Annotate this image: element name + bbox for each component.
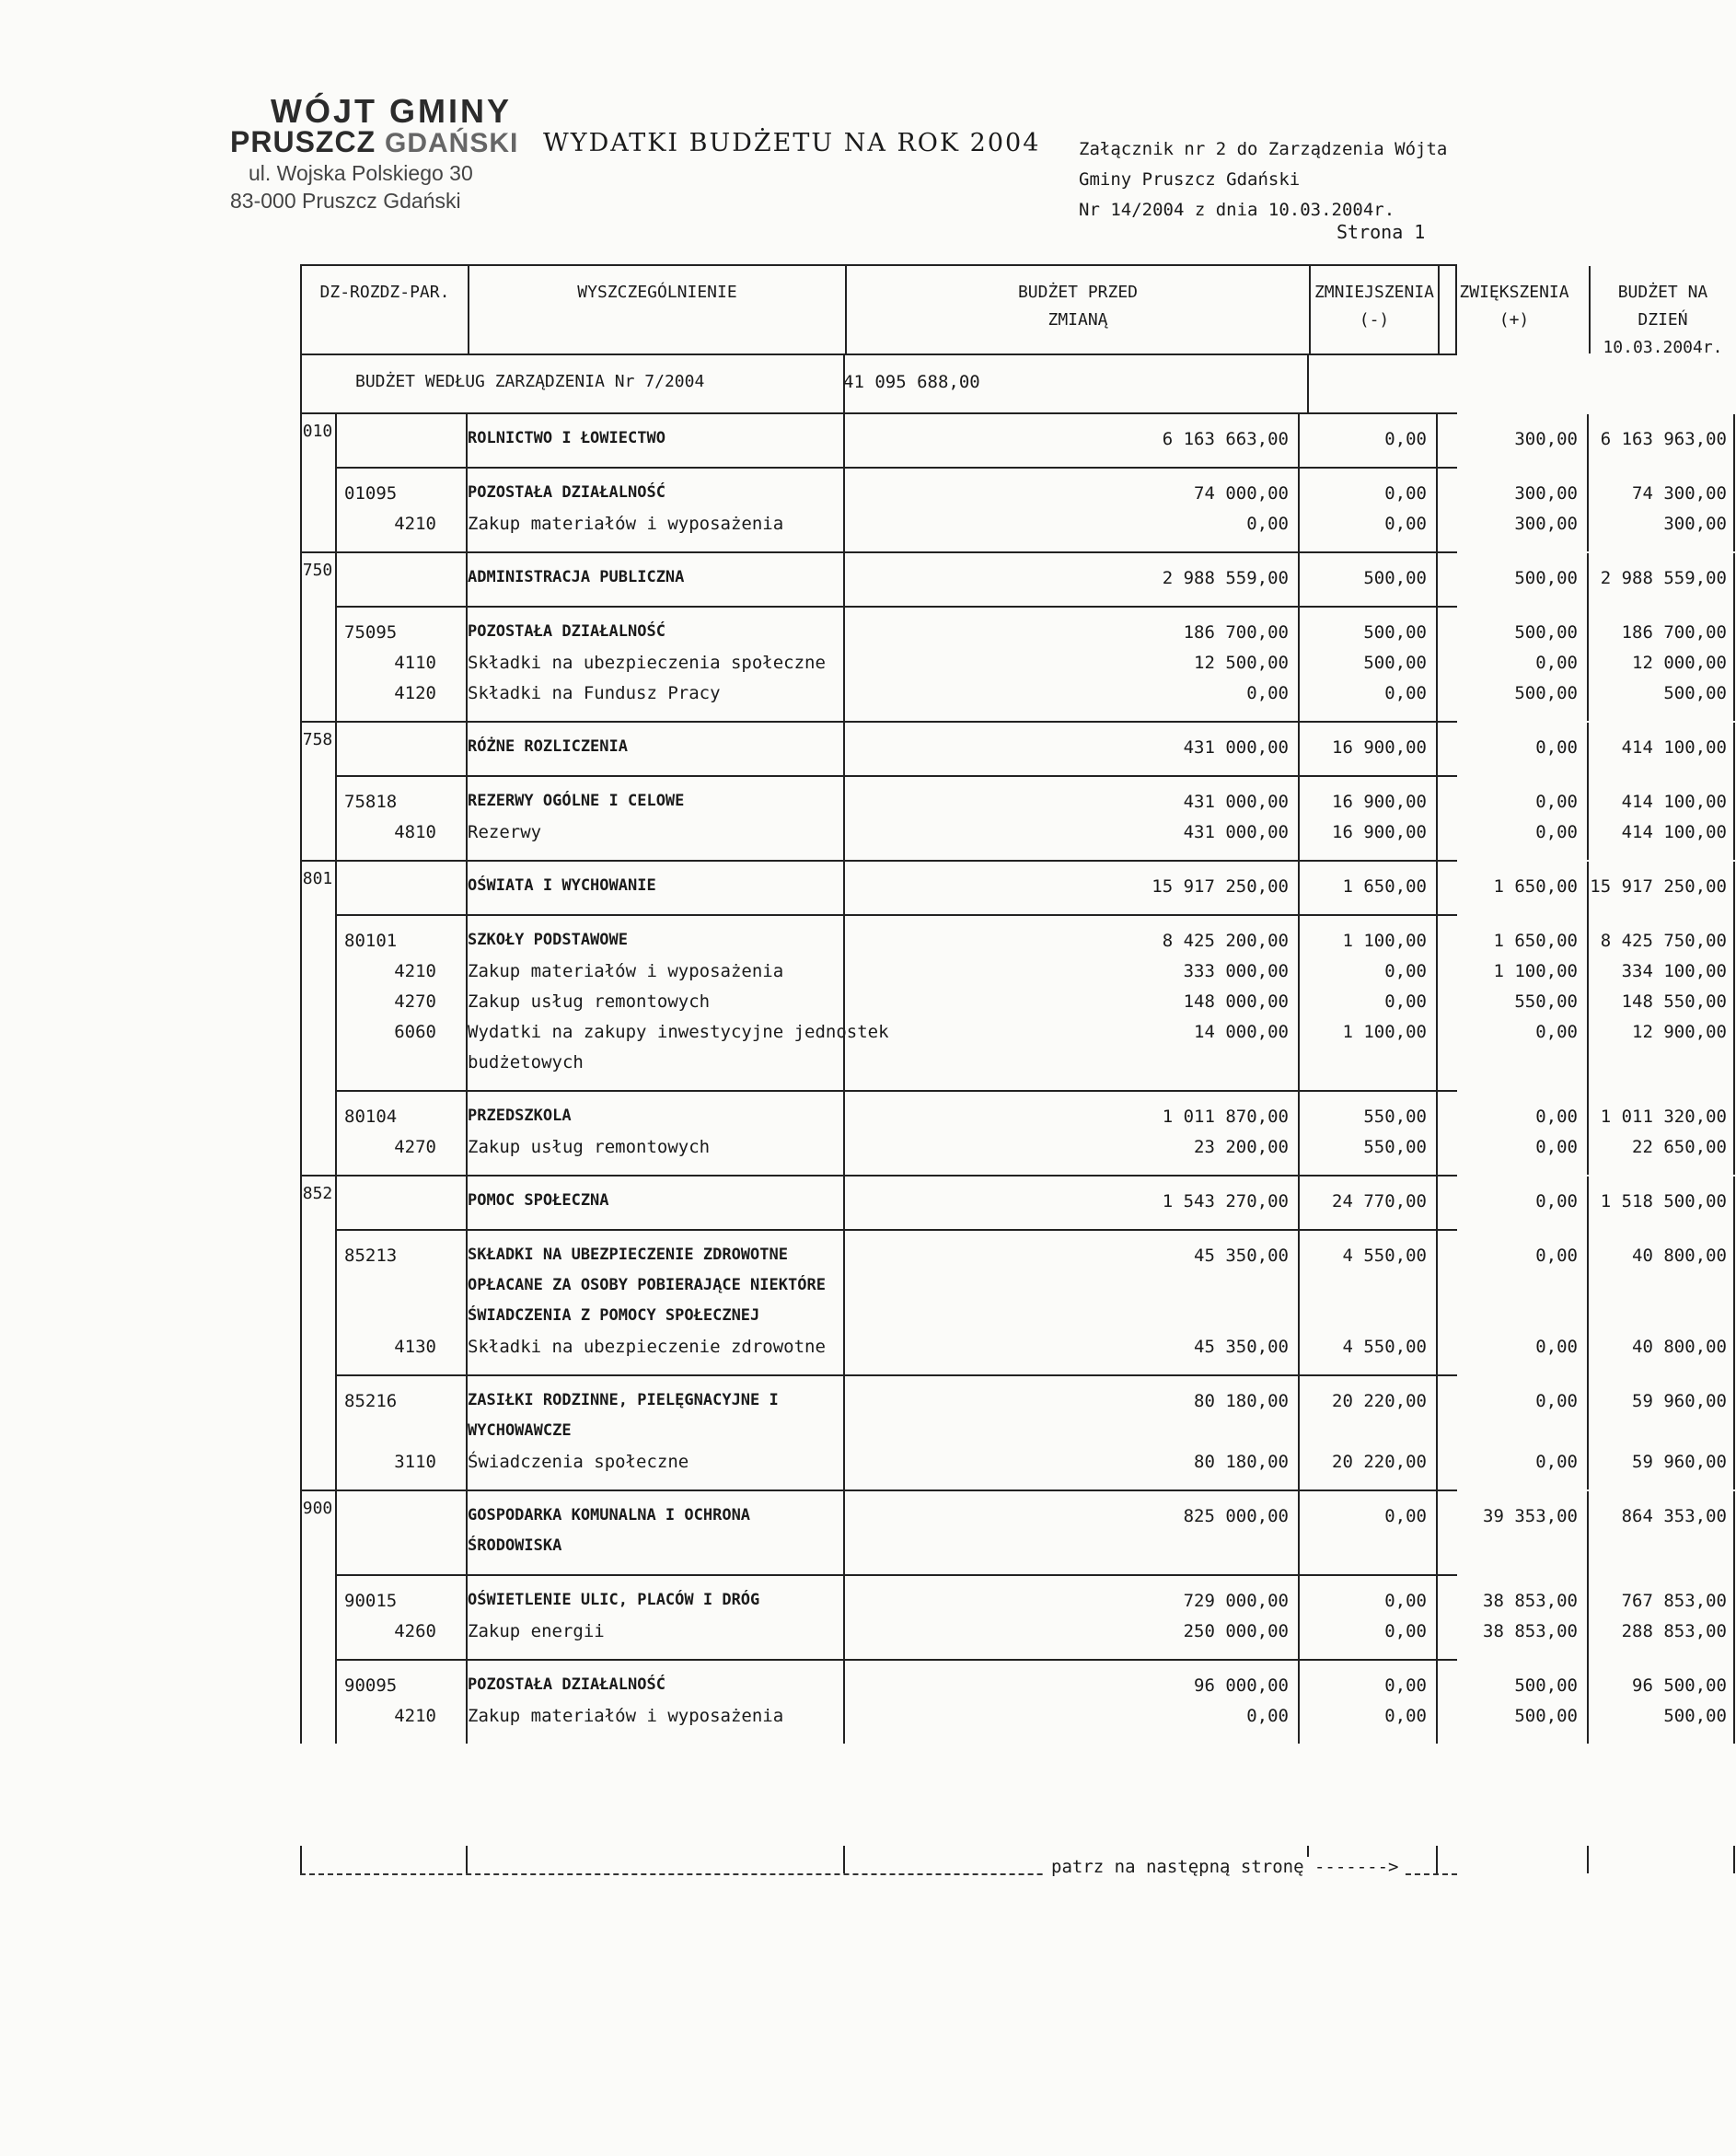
page-number: Strona 1 — [1337, 221, 1426, 243]
table-row — [300, 1133, 1727, 1164]
document-title: WYDATKI BUDŻETU NA ROK 2004 — [543, 129, 1041, 157]
value-before: 0,00 — [1246, 1706, 1289, 1726]
value-after: 59 960,00 — [1632, 1452, 1727, 1472]
section-code: 900 — [302, 1499, 333, 1518]
value-after: 500,00 — [1663, 1706, 1727, 1726]
row-group — [335, 467, 1727, 551]
value-increase: 1 650,00 — [1493, 876, 1578, 897]
row-description: Składki na ubezpieczenia społeczne — [468, 653, 826, 673]
row-description: REZERWY OGÓLNE I CELOWE — [468, 792, 685, 810]
row-description: POMOC SPOŁECZNA — [468, 1191, 609, 1210]
row-code: 75818 — [344, 792, 398, 812]
value-after: 15 917 250,00 — [1590, 876, 1727, 897]
value-after: 414 100,00 — [1621, 737, 1727, 758]
value-increase: 1 100,00 — [1493, 961, 1578, 981]
row-code: 4210 — [394, 961, 436, 981]
row-code: 75095 — [344, 622, 398, 643]
value-decrease: 16 900,00 — [1332, 792, 1427, 812]
row-group — [335, 775, 1727, 860]
value-after: 334 100,00 — [1621, 961, 1727, 981]
summary-label: BUDŻET WEDŁUG ZARZĄDZENIA Nr 7/2004 — [355, 372, 705, 391]
value-after: 767 853,00 — [1621, 1591, 1727, 1611]
row-description: budżetowych — [468, 1052, 584, 1072]
value-increase: 38 853,00 — [1483, 1591, 1578, 1611]
value-increase: 300,00 — [1514, 514, 1578, 534]
value-after: 12 000,00 — [1632, 653, 1727, 673]
value-increase: 0,00 — [1535, 653, 1578, 673]
value-increase: 0,00 — [1535, 1137, 1578, 1157]
section-code: 750 — [302, 561, 333, 580]
value-decrease: 24 770,00 — [1332, 1191, 1427, 1211]
table-row — [300, 734, 1727, 764]
row-code: 4120 — [394, 683, 436, 703]
table-row — [300, 788, 1727, 818]
row-description: Składki na Fundusz Pracy — [468, 683, 721, 703]
row-code: 80104 — [344, 1107, 398, 1127]
value-decrease: 1 100,00 — [1342, 931, 1427, 951]
section-010 — [300, 414, 1727, 551]
table-row — [300, 1272, 1457, 1303]
row-group — [335, 914, 1727, 1090]
value-decrease: 0,00 — [1384, 991, 1427, 1012]
value-increase: 300,00 — [1514, 483, 1578, 504]
row-description: WYCHOWAWCZE — [468, 1421, 572, 1440]
row-description: ZASIŁKI RODZINNE, PIELĘGNACYJNE I — [468, 1391, 779, 1409]
row-description: POZOSTAŁA DZIAŁALNOŚĆ — [468, 1675, 665, 1694]
value-before: 431 000,00 — [1183, 737, 1289, 758]
value-increase: 38 853,00 — [1483, 1621, 1578, 1641]
row-group — [335, 606, 1727, 721]
row-description: Rezerwy — [468, 822, 542, 842]
value-increase: 0,00 — [1535, 1246, 1578, 1266]
row-code: 4210 — [394, 1706, 436, 1726]
row-group — [335, 1090, 1727, 1175]
office-stamp — [230, 92, 518, 214]
value-after: 96 500,00 — [1632, 1675, 1727, 1696]
section-code: 010 — [302, 422, 333, 441]
continued-note: patrz na następną stronę -------> — [1046, 1857, 1405, 1877]
value-after: 2 988 559,00 — [1600, 568, 1727, 588]
value-before: 80 180,00 — [1194, 1452, 1289, 1472]
value-decrease: 550,00 — [1363, 1137, 1427, 1157]
section-code: 852 — [302, 1184, 333, 1203]
value-increase: 500,00 — [1514, 1706, 1578, 1726]
row-description: RÓŻNE ROZLICZENIA — [468, 737, 628, 756]
value-decrease: 0,00 — [1384, 1506, 1427, 1526]
value-after: 40 800,00 — [1632, 1246, 1727, 1266]
value-decrease: 1 100,00 — [1342, 1022, 1427, 1042]
row-group — [335, 1491, 1727, 1574]
value-increase: 39 353,00 — [1483, 1506, 1578, 1526]
row-description: Składki na ubezpieczenie zdrowotne — [468, 1337, 826, 1357]
value-increase: 550,00 — [1514, 991, 1578, 1012]
row-code: 4130 — [394, 1337, 436, 1357]
row-code: 4110 — [394, 653, 436, 673]
table-row — [300, 480, 1727, 510]
value-before: 431 000,00 — [1183, 822, 1289, 842]
value-before: 80 180,00 — [1194, 1391, 1289, 1411]
stamp-line-2 — [230, 125, 518, 159]
value-increase: 0,00 — [1535, 1337, 1578, 1357]
value-after: 186 700,00 — [1621, 622, 1727, 643]
row-group — [335, 862, 1727, 914]
value-increase: 500,00 — [1514, 1675, 1578, 1696]
value-after: 1 011 320,00 — [1600, 1107, 1727, 1127]
value-before: 1 543 270,00 — [1162, 1191, 1289, 1211]
row-code: 85216 — [344, 1391, 398, 1411]
table-row — [300, 1587, 1727, 1617]
value-before: 186 700,00 — [1183, 622, 1289, 643]
value-decrease: 0,00 — [1384, 483, 1427, 504]
annex-line-2: Gminy Pruszcz Gdański — [1079, 169, 1301, 190]
table-row — [300, 1418, 1457, 1448]
value-decrease: 4 550,00 — [1342, 1337, 1427, 1357]
table-row — [300, 873, 1727, 903]
row-description: ADMINISTRACJA PUBLICZNA — [468, 568, 685, 586]
row-code: 80101 — [344, 931, 398, 951]
value-decrease: 500,00 — [1363, 653, 1427, 673]
value-increase: 0,00 — [1535, 822, 1578, 842]
header-col-increase: ZWIĘKSZENIA (+) — [1438, 266, 1589, 354]
value-after: 40 800,00 — [1632, 1337, 1727, 1357]
value-after: 6 163 963,00 — [1600, 429, 1727, 449]
value-after: 12 900,00 — [1632, 1022, 1727, 1042]
value-increase: 0,00 — [1535, 737, 1578, 758]
value-increase: 500,00 — [1514, 622, 1578, 643]
row-description: Zakup materiałów i wyposażenia — [468, 1706, 784, 1726]
value-decrease: 4 550,00 — [1342, 1246, 1427, 1266]
table-row — [300, 1502, 1727, 1533]
stamp-line-2a: PRUSZCZ — [230, 125, 376, 158]
row-description: Zakup energii — [468, 1621, 605, 1641]
row-group — [335, 1229, 1727, 1374]
table-row — [300, 1533, 1457, 1563]
row-description: Zakup materiałów i wyposażenia — [468, 514, 784, 534]
value-after: 148 550,00 — [1621, 991, 1727, 1012]
value-increase: 300,00 — [1514, 429, 1578, 449]
value-decrease: 16 900,00 — [1332, 737, 1427, 758]
value-decrease: 0,00 — [1384, 961, 1427, 981]
value-before: 45 350,00 — [1194, 1337, 1289, 1357]
section-900 — [300, 1489, 1727, 1744]
row-code: 4260 — [394, 1621, 436, 1641]
value-decrease: 0,00 — [1384, 683, 1427, 703]
value-before: 12 500,00 — [1194, 653, 1289, 673]
row-code: 90095 — [344, 1675, 398, 1696]
value-decrease: 550,00 — [1363, 1107, 1427, 1127]
value-after: 300,00 — [1663, 514, 1727, 534]
table-row — [300, 1448, 1727, 1478]
value-after: 414 100,00 — [1621, 822, 1727, 842]
section-852 — [300, 1175, 1727, 1489]
value-after: 414 100,00 — [1621, 792, 1727, 812]
row-group — [335, 1574, 1727, 1659]
row-group — [335, 1659, 1727, 1744]
table-row — [300, 1188, 1727, 1218]
table-row — [300, 1303, 1457, 1333]
table-row — [300, 510, 1727, 540]
value-before: 23 200,00 — [1194, 1137, 1289, 1157]
value-increase: 1 650,00 — [1493, 931, 1578, 951]
row-description: Świadczenia społeczne — [468, 1452, 689, 1472]
value-decrease: 500,00 — [1363, 568, 1427, 588]
row-code: 4210 — [394, 514, 436, 534]
value-before: 2 988 559,00 — [1162, 568, 1289, 588]
value-after: 1 518 500,00 — [1600, 1191, 1727, 1211]
value-increase: 0,00 — [1535, 1391, 1578, 1411]
table-row — [300, 619, 1727, 649]
value-before: 74 000,00 — [1194, 483, 1289, 504]
table-row — [300, 1242, 1727, 1272]
table-row — [300, 649, 1727, 679]
value-before: 1 011 870,00 — [1162, 1107, 1289, 1127]
row-group — [335, 414, 1727, 467]
row-group — [335, 723, 1727, 775]
value-increase: 0,00 — [1535, 1107, 1578, 1127]
table-row — [300, 1333, 1727, 1363]
row-description: ROLNICTWO I ŁOWIECTWO — [468, 429, 665, 447]
row-code: 90015 — [344, 1591, 398, 1611]
table-row — [300, 988, 1727, 1018]
row-description: SZKOŁY PODSTAWOWE — [468, 931, 628, 949]
value-increase: 500,00 — [1514, 683, 1578, 703]
row-description: POZOSTAŁA DZIAŁALNOŚĆ — [468, 483, 665, 502]
table-footer — [300, 1846, 1457, 1875]
table-body — [300, 414, 1727, 1744]
table-header — [300, 264, 1723, 357]
value-before: 0,00 — [1246, 514, 1289, 534]
value-decrease: 20 220,00 — [1332, 1452, 1427, 1472]
header-col-before: BUDŻET PRZED ZMIANĄ — [845, 266, 1309, 354]
section-code: 801 — [302, 869, 333, 888]
value-before: 8 425 200,00 — [1162, 931, 1289, 951]
header-col-code: DZ-ROZDZ-PAR. — [319, 283, 450, 302]
value-after: 59 960,00 — [1632, 1391, 1727, 1411]
value-after: 8 425 750,00 — [1600, 931, 1727, 951]
row-description: ŚRODOWISKA — [468, 1536, 562, 1555]
header-col-desc: WYSZCZEGÓLNIENIE — [468, 266, 845, 354]
annex-line-3: Nr 14/2004 z dnia 10.03.2004r. — [1079, 200, 1395, 220]
annex-note — [1079, 134, 1447, 226]
row-group — [335, 1374, 1727, 1489]
row-description: OŚWIATA I WYCHOWANIE — [468, 876, 656, 895]
section-750 — [300, 551, 1727, 721]
row-group — [335, 1177, 1727, 1229]
value-before: 431 000,00 — [1183, 792, 1289, 812]
value-before: 96 000,00 — [1194, 1675, 1289, 1696]
stamp-street: ul. Wojska Polskiego 30 — [249, 161, 473, 185]
table-row — [300, 957, 1727, 988]
row-description: OŚWIETLENIE ULIC, PLACÓW I DRÓG — [468, 1591, 760, 1609]
value-before: 333 000,00 — [1183, 961, 1289, 981]
row-description: Zakup materiałów i wyposażenia — [468, 961, 784, 981]
value-before: 250 000,00 — [1183, 1621, 1289, 1641]
value-before: 0,00 — [1246, 683, 1289, 703]
value-before: 148 000,00 — [1183, 991, 1289, 1012]
value-after: 288 853,00 — [1621, 1621, 1727, 1641]
table-row — [300, 1702, 1727, 1733]
row-code: 4810 — [394, 822, 436, 842]
value-after: 22 650,00 — [1632, 1137, 1727, 1157]
row-description: Zakup usług remontowych — [468, 1137, 711, 1157]
row-description: Zakup usług remontowych — [468, 991, 711, 1012]
value-before: 45 350,00 — [1194, 1246, 1289, 1266]
table-row — [300, 679, 1727, 710]
value-after: 864 353,00 — [1621, 1506, 1727, 1526]
row-code: 85213 — [344, 1246, 398, 1266]
row-description: OPŁACANE ZA OSOBY POBIERAJĄCE NIEKTÓRE — [468, 1276, 826, 1294]
value-decrease: 1 650,00 — [1342, 876, 1427, 897]
row-description: PRZEDSZKOLA — [468, 1107, 572, 1125]
row-group — [335, 553, 1727, 606]
section-code: 758 — [302, 730, 333, 749]
header-col-after: BUDŻET NA DZIEŃ 10.03.2004r. — [1589, 266, 1735, 354]
value-decrease: 0,00 — [1384, 1706, 1427, 1726]
value-increase: 0,00 — [1535, 1452, 1578, 1472]
value-increase: 0,00 — [1535, 1022, 1578, 1042]
value-decrease: 0,00 — [1384, 1621, 1427, 1641]
value-decrease: 0,00 — [1384, 429, 1427, 449]
summary-row — [300, 355, 1457, 414]
summary-value: 41 095 688,00 — [843, 372, 980, 392]
table-row — [300, 1018, 1727, 1049]
row-code: 3110 — [394, 1452, 436, 1472]
table-row — [300, 425, 1727, 456]
value-decrease: 16 900,00 — [1332, 822, 1427, 842]
table-row — [300, 1387, 1727, 1418]
row-code: 6060 — [394, 1022, 436, 1042]
value-increase: 0,00 — [1535, 792, 1578, 812]
budget-table — [300, 264, 1727, 1744]
annex-line-1: Załącznik nr 2 do Zarządzenia Wójta — [1079, 139, 1448, 159]
stamp-line-1: WÓJT GMINY — [271, 92, 512, 130]
value-decrease: 500,00 — [1363, 622, 1427, 643]
value-before: 15 917 250,00 — [1152, 876, 1289, 897]
value-after: 74 300,00 — [1632, 483, 1727, 504]
value-after: 500,00 — [1663, 683, 1727, 703]
table-row — [300, 1049, 1457, 1079]
row-description: GOSPODARKA KOMUNALNA I OCHRONA — [468, 1506, 751, 1524]
row-code: 4270 — [394, 1137, 436, 1157]
value-decrease: 20 220,00 — [1332, 1391, 1427, 1411]
row-code: 4270 — [394, 991, 436, 1012]
row-description: POZOSTAŁA DZIAŁALNOŚĆ — [468, 622, 665, 641]
value-decrease: 0,00 — [1384, 514, 1427, 534]
table-row — [300, 1672, 1727, 1702]
table-row — [300, 927, 1727, 957]
stamp-line-2b: GDAŃSKI — [385, 128, 519, 158]
value-increase: 500,00 — [1514, 568, 1578, 588]
value-decrease: 0,00 — [1384, 1675, 1427, 1696]
table-row — [300, 1617, 1727, 1648]
value-before: 6 163 663,00 — [1162, 429, 1289, 449]
table-row — [300, 818, 1727, 849]
value-before: 14 000,00 — [1194, 1022, 1289, 1042]
section-801 — [300, 860, 1727, 1175]
row-description: Wydatki na zakupy inwestycyjne jednostek — [468, 1022, 889, 1042]
row-description: ŚWIADCZENIA Z POMOCY SPOŁECZNEJ — [468, 1306, 760, 1325]
value-increase: 0,00 — [1535, 1191, 1578, 1211]
value-before: 825 000,00 — [1183, 1506, 1289, 1526]
table-row — [300, 1103, 1727, 1133]
table-row — [300, 564, 1727, 595]
stamp-city: 83-000 Pruszcz Gdański — [230, 189, 461, 213]
row-description: SKŁADKI NA UBEZPIECZENIE ZDROWOTNE — [468, 1246, 788, 1264]
header-col-decrease: ZMNIEJSZENIA (-) — [1309, 266, 1438, 354]
value-decrease: 0,00 — [1384, 1591, 1427, 1611]
value-before: 729 000,00 — [1183, 1591, 1289, 1611]
row-code: 01095 — [344, 483, 398, 504]
section-758 — [300, 721, 1727, 860]
